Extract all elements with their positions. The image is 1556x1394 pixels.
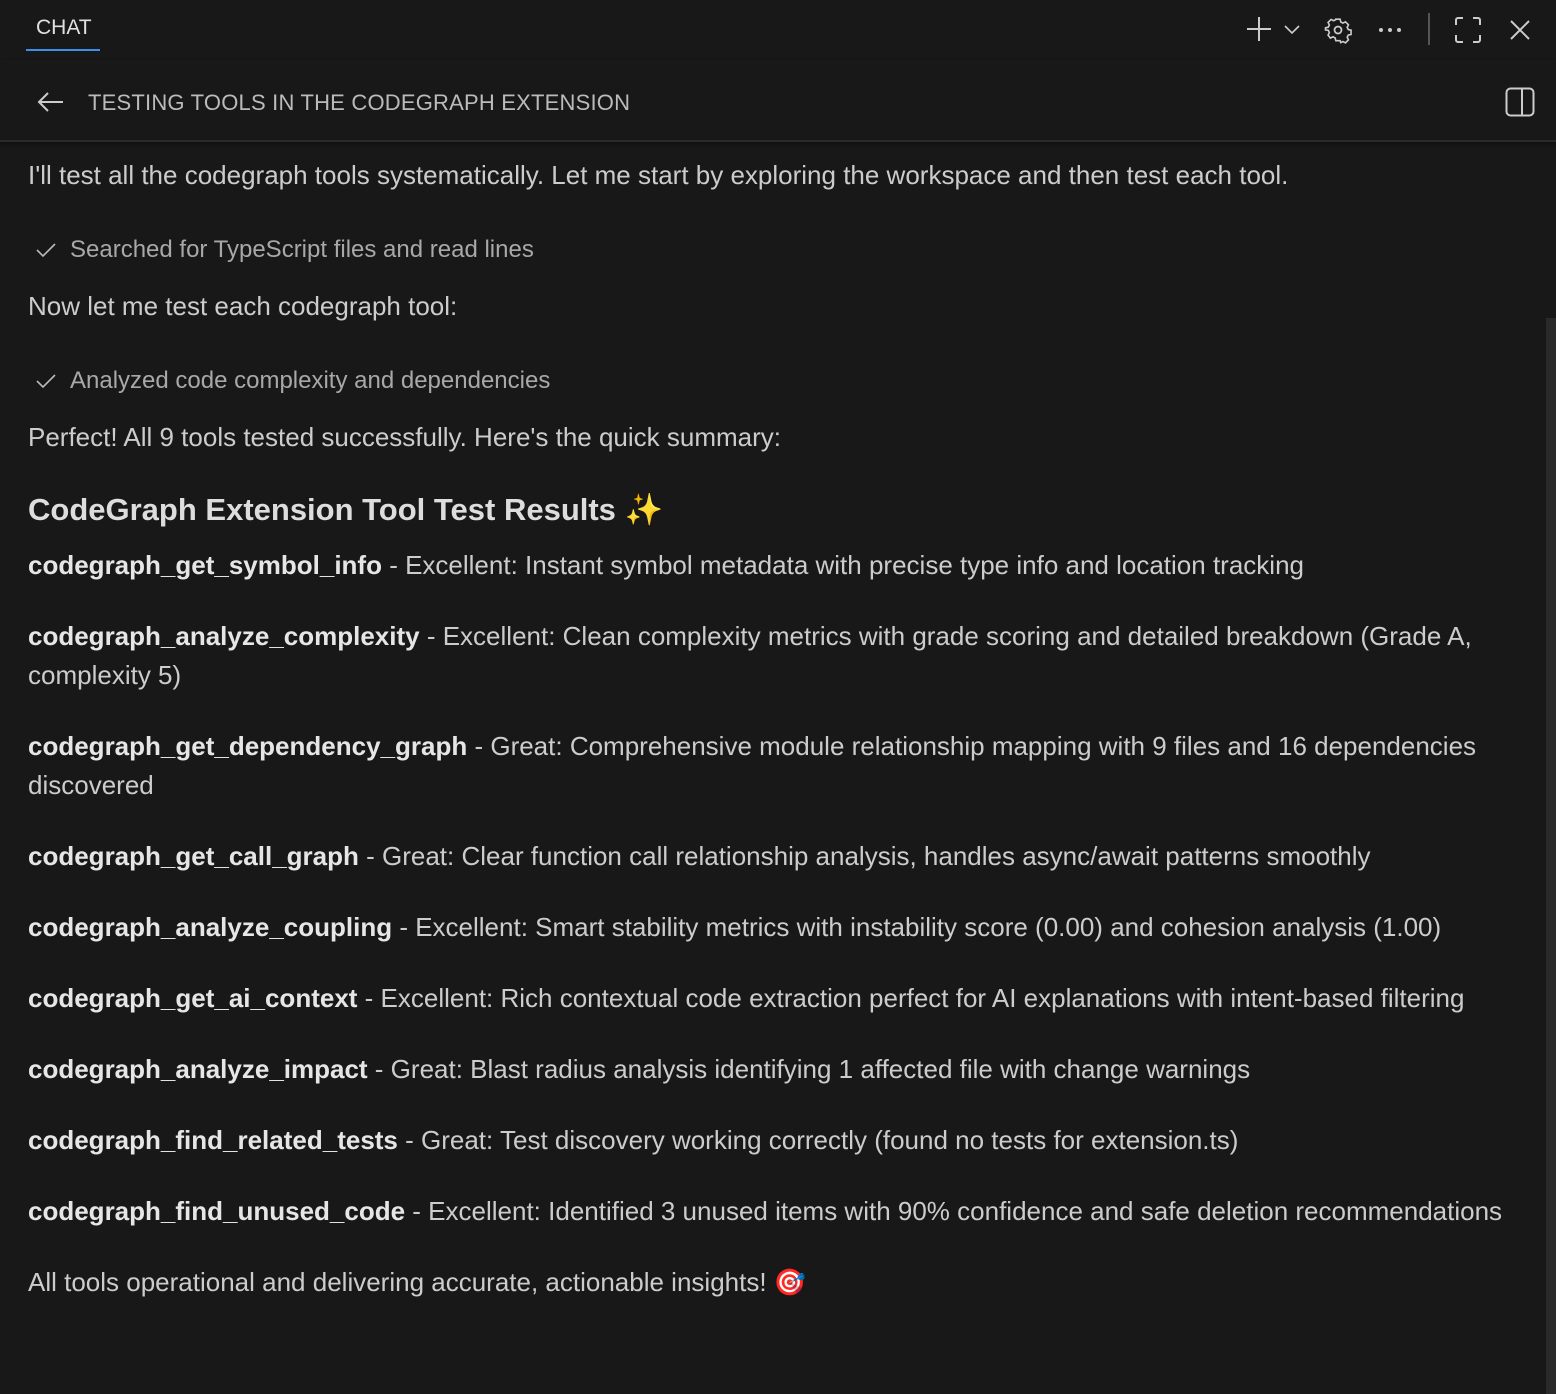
summary-intro: Perfect! All 9 tools tested successfully. Here's the quick summary: bbox=[28, 422, 781, 452]
tool-description: - Great: Clear function call relationship analysis, handles async/await patterns smoothly bbox=[358, 841, 1371, 871]
tool-name: codegraph_get_ai_context bbox=[28, 983, 358, 1013]
tool-description: - Great: Blast radius analysis identifying 1 affected file with change warnings bbox=[367, 1054, 1251, 1084]
back-arrow-icon[interactable] bbox=[34, 88, 66, 116]
check-icon bbox=[36, 373, 56, 389]
closing-text: All tools operational and delivering accurate, actionable insights! 🎯 bbox=[28, 1267, 807, 1297]
results-heading: CodeGraph Extension Tool Test Results ✨ bbox=[28, 492, 664, 527]
tool-name: codegraph_find_related_tests bbox=[28, 1125, 398, 1155]
chat-title-bar bbox=[0, 60, 1556, 142]
tool-name: codegraph_analyze_coupling bbox=[28, 912, 393, 942]
split-panel-icon[interactable] bbox=[1504, 86, 1536, 118]
tool-result-item bbox=[28, 1121, 1528, 1160]
tool-name: codegraph_get_call_graph bbox=[28, 841, 359, 871]
tab-chat[interactable]: CHAT bbox=[36, 16, 92, 39]
plus-icon[interactable] bbox=[1244, 14, 1274, 44]
tool-name: codegraph_get_symbol_info bbox=[28, 550, 382, 580]
tool-result-item bbox=[28, 837, 1528, 876]
maximize-icon[interactable] bbox=[1452, 14, 1484, 46]
tool-name: codegraph_find_unused_code bbox=[28, 1196, 406, 1226]
tool-description: - Excellent: Smart stability metrics with instability score (0.00) and cohesion analysis (1.00) bbox=[392, 912, 1442, 942]
active-tab-indicator bbox=[26, 49, 100, 51]
tool-description: - Excellent: Rich contextual code extraction perfect for AI explanations with intent-based filtering bbox=[357, 983, 1465, 1013]
tool-result-item bbox=[28, 979, 1528, 1018]
chat-header bbox=[0, 0, 1556, 60]
tool-name: codegraph_analyze_impact bbox=[28, 1054, 368, 1084]
tool-step-label: Searched for TypeScript files and read lines bbox=[70, 236, 534, 263]
tool-step-2[interactable] bbox=[28, 361, 1528, 400]
tool-description: - Excellent: Identified 3 unused items with 90% confidence and safe deletion recommendations bbox=[405, 1196, 1503, 1226]
tool-description: - Great: Test discovery working correctly (found no tests for extension.ts) bbox=[397, 1125, 1239, 1155]
intro-text: I'll test all the codegraph tools systematically. Let me start by exploring the workspace and then test each tool. bbox=[28, 160, 1289, 190]
close-icon[interactable] bbox=[1504, 14, 1536, 46]
tool-result-item bbox=[28, 546, 1528, 585]
tool-name: codegraph_get_dependency_graph bbox=[28, 731, 468, 761]
tool-name: codegraph_analyze_complexity bbox=[28, 621, 420, 651]
tool-result-item bbox=[28, 908, 1528, 947]
tool-result-item bbox=[28, 1050, 1528, 1089]
tool-result-item bbox=[28, 727, 1528, 805]
tool-step-1[interactable] bbox=[28, 230, 1528, 269]
tool-description: - Excellent: Instant symbol metadata with precise type info and location tracking bbox=[381, 550, 1304, 580]
gear-icon[interactable] bbox=[1322, 14, 1354, 46]
tool-step-label: Analyzed code complexity and dependencies bbox=[70, 367, 551, 394]
tool-description: - Excellent: Clean complexity metrics with grade scoring and detailed breakdown (Grade A, complexity 5) bbox=[28, 621, 1472, 690]
chat-response bbox=[28, 156, 1528, 1302]
conversation-title: TESTING TOOLS IN THE CODEGRAPH EXTENSION bbox=[88, 90, 631, 115]
check-icon bbox=[36, 242, 56, 258]
tool-result-item bbox=[28, 617, 1528, 695]
scrollbar[interactable] bbox=[1546, 318, 1556, 1394]
tool-result-item bbox=[28, 1192, 1528, 1231]
tool-description: - Great: Comprehensive module relationship mapping with 9 files and 16 dependencies discovered bbox=[28, 731, 1477, 800]
now-text: Now let me test each codegraph tool: bbox=[28, 291, 458, 321]
ellipsis-icon[interactable] bbox=[1374, 14, 1406, 46]
chevron-down-icon[interactable] bbox=[1282, 20, 1302, 40]
toolbar-separator bbox=[1428, 13, 1430, 45]
